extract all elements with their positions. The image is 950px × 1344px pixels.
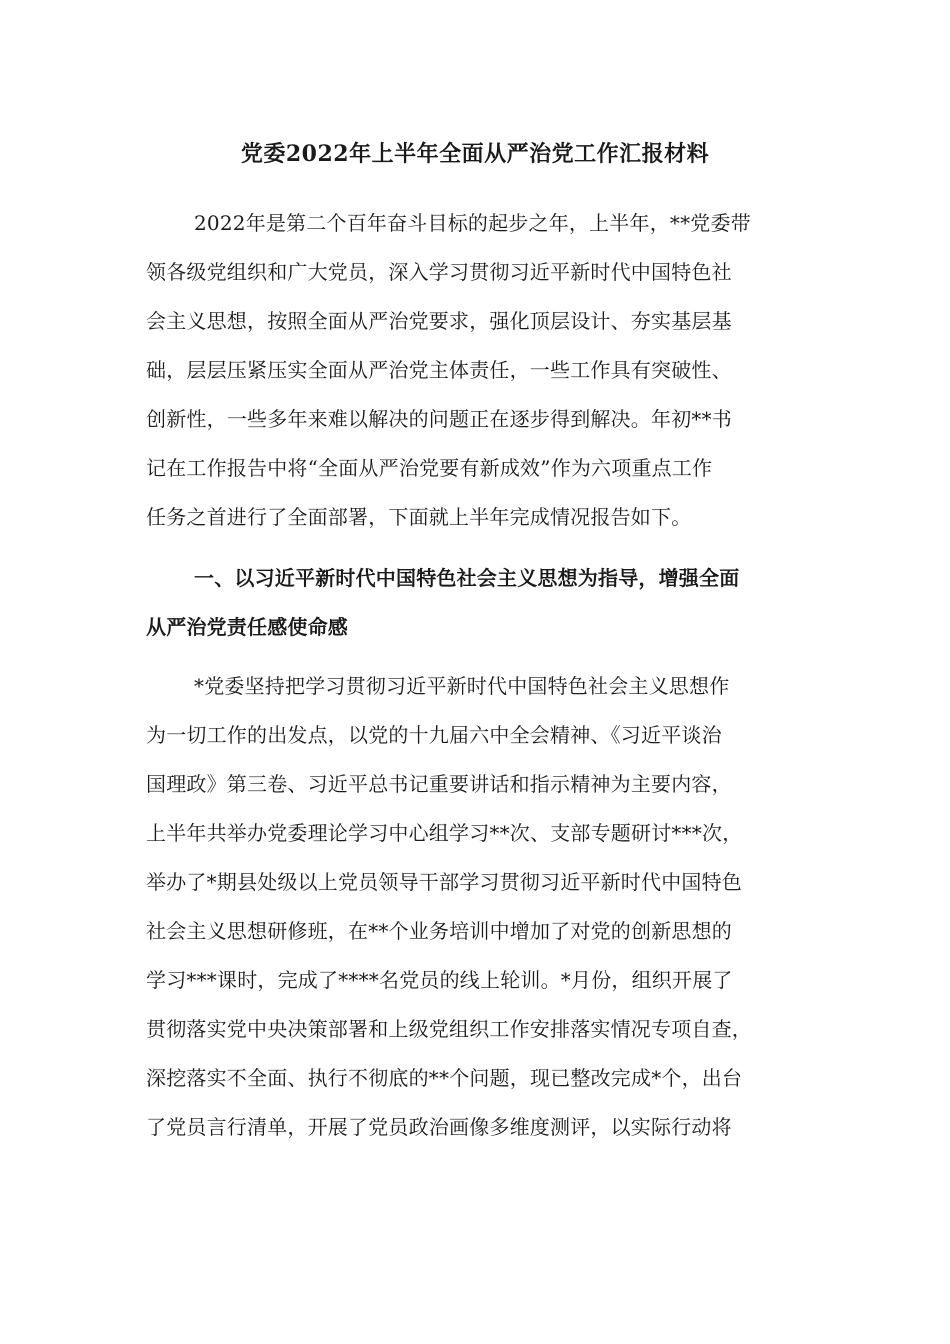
text-line: 贯彻落实党中央决策部署和上级党组织工作安排落实情况专项自查， (146, 1017, 752, 1041)
paragraph-section-1 (146, 662, 806, 1152)
heading-line: 一、以习近平新时代中国特色社会主义思想为指导，增强全面 (194, 566, 740, 590)
text-line: 任务之首进行了全面部署，下面就上半年完成情况报告如下。 (146, 505, 692, 529)
text-line: 记在工作报告中将“全面从严治党要有新成效”作为六项重点工作 (146, 456, 713, 480)
paragraph-intro (146, 199, 806, 542)
text-line: 会主义思想，按照全面从严治党要求，强化顶层设计、夯实基层基 (146, 309, 732, 333)
text-line: 2022年是第二个百年奋斗目标的起步之年，上半年，**党委带 (194, 211, 751, 235)
heading-line: 从严治党责任感使命感 (146, 615, 348, 639)
text-line: 了党员言行清单，开展了党员政治画像多维度测评，以实际行动将 (146, 1115, 732, 1139)
text-line: *党委坚持把学习贯彻习近平新时代中国特色社会主义思想作 (194, 674, 730, 698)
text-line: 深挖落实不全面、执行不彻底的**个问题，现已整改完成*个，出台 (146, 1066, 743, 1090)
text-line: 社会主义思想研修班，在**个业务培训中增加了对党的创新思想的 (146, 919, 732, 943)
text-line: 领各级党组织和广大党员，深入学习贯彻习近平新时代中国特色社 (146, 260, 732, 284)
text-line: 国理政》第三卷、习近平总书记重要讲话和指示精神为主要内容， (146, 772, 732, 796)
section-heading-1 (146, 554, 806, 652)
text-line: 础，层层压紧压实全面从严治党主体责任，一些工作具有突破性、 (146, 358, 732, 382)
text-line: 学习***课时，完成了****名党员的线上轮训。*月份，组织开展了 (146, 968, 733, 992)
text-line: 为一切工作的出发点，以党的十九届六中全会精神、《习近平谈治 (146, 723, 722, 747)
text-line: 上半年共举办党委理论学习中心组学习**次、支部专题研讨***次， (146, 821, 743, 845)
document-title: 党委2022年上半年全面从严治党工作汇报材料 (240, 141, 710, 167)
text-line: 创新性，一些多年来难以解决的问题正在逐步得到解决。年初**书 (146, 407, 732, 431)
text-line: 举办了*期县处级以上党员领导干部学习贯彻习近平新时代中国特色 (146, 870, 742, 894)
